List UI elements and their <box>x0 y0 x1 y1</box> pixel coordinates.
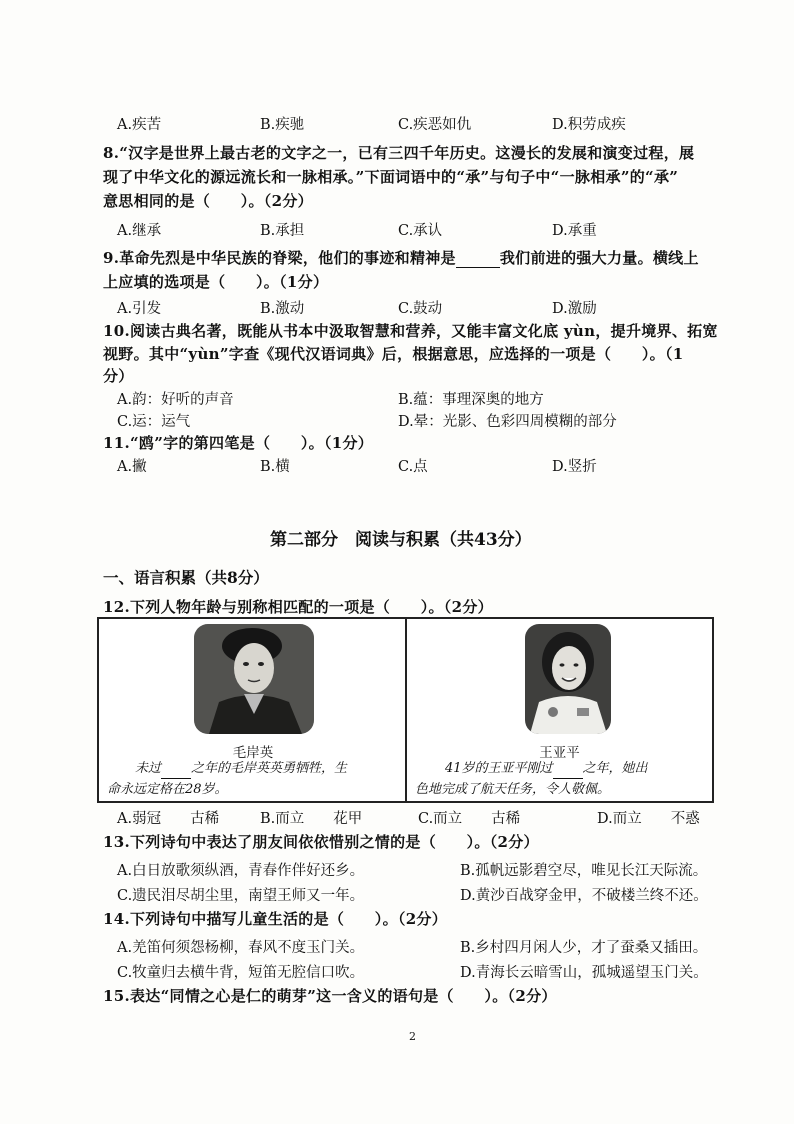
q9-line2: 上应填的选项是（ ）。（1分） <box>103 273 329 291</box>
q9-option-a: A.引发 <box>117 301 162 317</box>
q10-line1: 10.阅读古典名著，既能从书本中汲取智慧和营养，又能丰富文化底 yùn，提升境界、拓宽 <box>103 322 718 340</box>
left-blank <box>161 764 191 779</box>
left-caption-name: 毛岸英 <box>232 745 274 761</box>
q8-line3: 意思相同的是（ ）。（2分） <box>103 192 313 210</box>
q10-option-a: A.韵：好听的声音 <box>117 392 234 408</box>
left-caption-text <box>107 758 403 800</box>
mao-anying-photo <box>194 624 314 734</box>
q11-option-d: D.竖折 <box>552 459 597 475</box>
portrait-man-image <box>194 624 314 734</box>
figure-left-panel <box>97 617 409 803</box>
section1-title: 一、语言积累（共8分） <box>103 568 269 587</box>
q9-line1-start: 9.革命先烈是中华民族的脊梁，他们的事迹和精神是 <box>103 249 456 267</box>
q8-option-d: D.承重 <box>552 223 597 239</box>
q11-option-b: B.横 <box>260 459 290 475</box>
q9-option-b: B.激动 <box>260 301 305 317</box>
q11-line1: 11.“鸥”字的第四笔是（ ）。（1分） <box>103 434 374 452</box>
q9-line1 <box>103 247 699 268</box>
q8-option-a: A.继承 <box>117 223 162 239</box>
q10-line2: 视野。其中“yùn”字查《现代汉语词典》后，根据意思，应选择的一项是（ ）。（1 <box>103 345 684 363</box>
q11-option-a: A.撇 <box>117 459 147 475</box>
wang-yaping-photo <box>525 624 611 734</box>
q12-option-b: B.而立 花甲 <box>260 811 363 827</box>
left-caption-line2: 命永远定格在28岁。 <box>107 782 228 797</box>
q8-line2: 现了中华文化的源远流长和一脉相承。”下面词语中的“承”与句子中“一脉相承”的“承” <box>103 168 679 186</box>
q13-line1: 13.下列诗句中表达了朋友间依依惜别之情的是（ ）。（2分） <box>103 833 539 851</box>
right-caption-line2: 色地完成了航天任务，令人敬佩。 <box>415 782 611 797</box>
right-caption-name: 王亚平 <box>539 745 580 761</box>
q7-option-c: C.疾恶如仇 <box>398 117 472 133</box>
q9-line1-end: 我们前进的强大力量。横线上 <box>499 249 699 267</box>
right-text-start: 41岁的王亚平刚过 <box>445 761 553 776</box>
q13-option-d: D.黄沙百战穿金甲，不破楼兰终不还。 <box>460 888 708 904</box>
q7-option-d: D.积劳成疾 <box>552 117 626 133</box>
right-text-end: 之年，她出 <box>582 761 648 776</box>
q7-option-b: B.疾驰 <box>260 117 305 133</box>
q8-option-c: C.承认 <box>398 223 443 239</box>
q14-option-c: C.牧童归去横牛背，短笛无腔信口吹。 <box>117 965 365 981</box>
q8-line1: 8.“汉字是世界上最古老的文字之一，已有三四千年历史。这漫长的发展和演变过程，展 <box>103 144 695 162</box>
q10-option-c: C.运：运气 <box>117 414 191 430</box>
q13-option-c: C.遗民泪尽胡尘里，南望王师又一年。 <box>117 888 365 904</box>
q12-option-c: C.而立 古稀 <box>418 811 521 827</box>
q11-option-c: C.点 <box>398 459 428 475</box>
q12-line1: 12.下列人物年龄与别称相匹配的一项是（ ）。（2分） <box>103 598 493 616</box>
q14-option-d: D.青海长云暗雪山，孤城遥望玉门关。 <box>460 965 708 981</box>
q8-option-b: B.承担 <box>260 223 305 239</box>
left-caption-line1 <box>107 758 403 779</box>
q10-option-d: D.晕：光影、色彩四周模糊的部分 <box>398 414 617 430</box>
figure-right-panel <box>405 617 714 803</box>
q10-line3: 分） <box>103 367 134 385</box>
q9-blank <box>456 253 500 268</box>
portrait-woman-image <box>525 624 611 734</box>
left-text-start: 未过 <box>135 761 162 776</box>
right-caption-line1 <box>415 758 707 779</box>
q14-option-b: B.乡村四月闲人少，才了蚕桑又插田。 <box>460 940 708 956</box>
q13-option-a: A.白日放歌须纵酒，青春作伴好还乡。 <box>117 863 365 879</box>
q14-line1: 14.下列诗句中描写儿童生活的是（ ）。（2分） <box>103 910 448 928</box>
q12-option-a: A.弱冠 古稀 <box>117 811 220 827</box>
right-blank <box>553 764 583 779</box>
right-caption-text <box>415 758 707 800</box>
q15-line1: 15.表达“同情之心是仁的萌芽”这一含义的语句是（ ）。（2分） <box>103 987 557 1005</box>
q14-option-a: A.羌笛何须怨杨柳，春风不度玉门关。 <box>117 940 365 956</box>
page-number: 2 <box>409 1030 416 1043</box>
q9-option-d: D.激励 <box>552 301 597 317</box>
q12-option-d: D.而立 不惑 <box>597 811 700 827</box>
q10-option-b: B.蕴：事理深奥的地方 <box>398 392 544 408</box>
q13-option-b: B.孤帆远影碧空尽，唯见长江天际流。 <box>460 863 708 879</box>
left-text-end: 之年的毛岸英英勇牺牲，生 <box>191 761 348 776</box>
part2-title: 第二部分 阅读与积累（共43分） <box>270 530 532 550</box>
q9-option-c: C.鼓动 <box>398 301 443 317</box>
q7-option-a: A.疾苦 <box>117 117 162 133</box>
